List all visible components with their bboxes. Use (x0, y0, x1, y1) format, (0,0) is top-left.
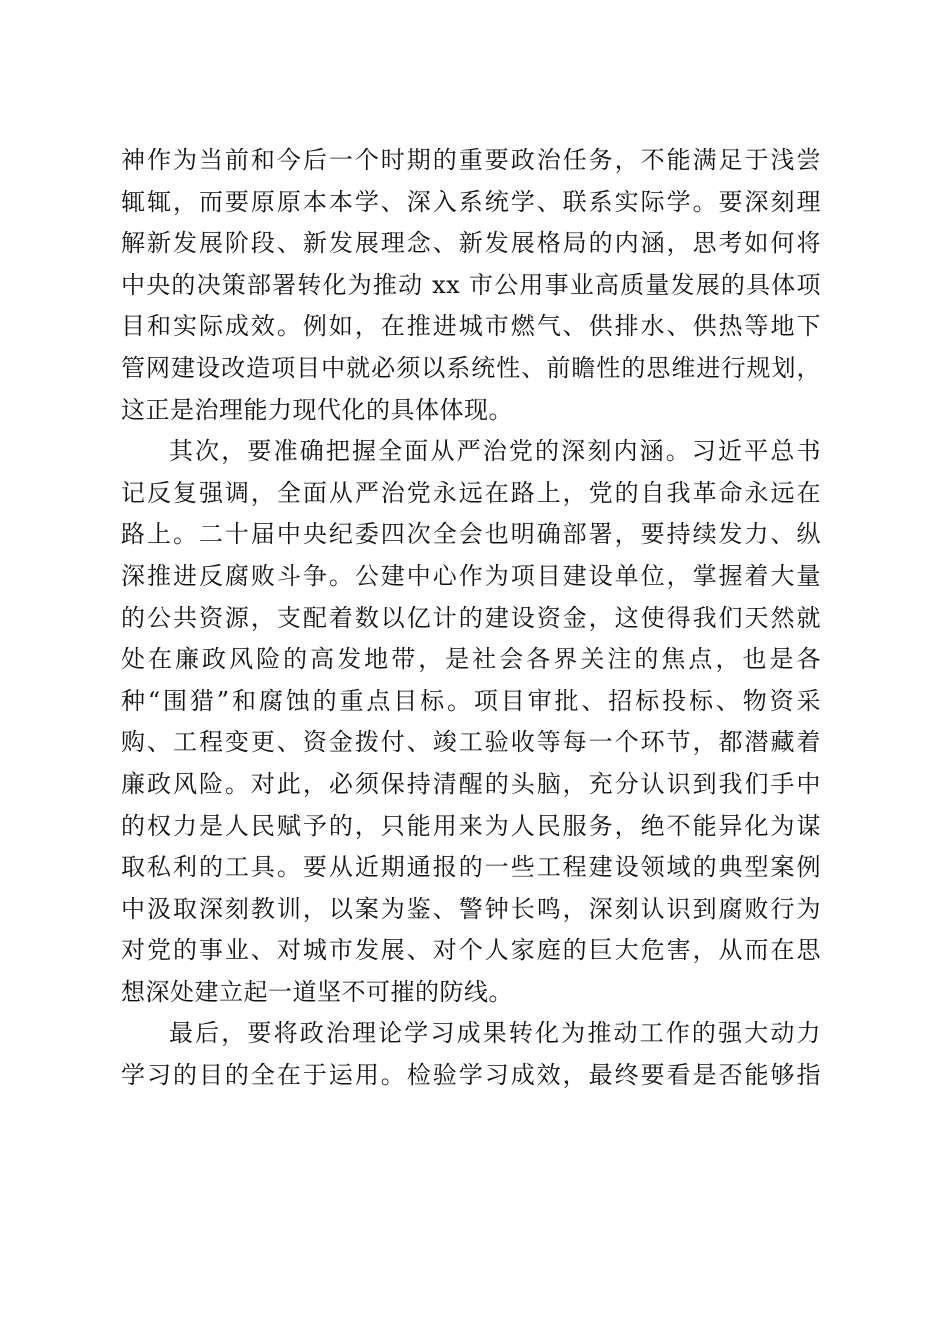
text-line: 廉政风险。对此，必须保持清醒的头脑，充分认识到我们手中 (121, 769, 821, 798)
text-line: 种“围猎”和腐蚀的重点目标。项目审批、招标投标、物资采 (121, 686, 821, 715)
text-line: 这正是治理能力现代化的具体体现。 (121, 395, 513, 424)
text-line: 解新发展阶段、新发展理念、新发展格局的内涵，思考如何将 (121, 229, 821, 258)
text-line: 其次，要准确把握全面从严治党的深刻内涵。习近平总书 (169, 437, 821, 466)
text-line: 神作为当前和今后一个时期的重要政治任务，不能满足于浅尝 (121, 146, 821, 174)
paragraph-2 (121, 431, 821, 1013)
body-text (121, 140, 821, 1097)
text-line: 深推进反腐败斗争。公建中心作为项目建设单位，掌握着大量 (121, 561, 821, 590)
paragraph-1 (121, 140, 821, 431)
text-line: 学习的目的全在于运用。检验学习成效，最终要看是否能够指 (121, 1061, 821, 1090)
text-line: 购、工程变更、资金拨付、竣工验收等每一个环节，都潜藏着 (121, 728, 821, 757)
text-line: 中汲取深刻教训，以案为鉴、警钟长鸣，深刻认识到腐败行为 (121, 894, 821, 923)
text-line: 想深处建立起一道坚不可摧的防线。 (121, 977, 513, 1006)
text-line: 记反复强调，全面从严治党永远在路上，党的自我革命永远在 (121, 478, 821, 507)
text-line: 取私利的工具。要从近期通报的一些工程建设领域的典型案例 (121, 853, 821, 882)
text-line: 管网建设改造项目中就必须以系统性、前瞻性的思维进行规划， (121, 353, 821, 382)
text-line: 处在廉政风险的高发地带，是社会各界关注的焦点，也是各 (121, 645, 821, 674)
text-line: 的权力是人民赋予的，只能用来为人民服务，绝不能异化为谋 (121, 811, 821, 840)
paragraph-3 (121, 1013, 821, 1096)
text-line: 中央的决策部署转化为推动 xx 市公用事业高质量发展的具体项 (121, 270, 821, 299)
text-line: 目和实际成效。例如，在推进城市燃气、供排水、供热等地下 (121, 312, 821, 341)
text-line: 对党的事业、对城市发展、对个人家庭的巨大危害，从而在思 (121, 936, 821, 965)
text-line: 最后，要将政治理论学习成果转化为推动工作的强大动力 (169, 1019, 821, 1048)
text-line: 的公共资源，支配着数以亿计的建设资金，这使得我们天然就 (121, 603, 821, 632)
text-line: 路上。二十届中央纪委四次全会也明确部署，要持续发力、纵 (121, 520, 821, 549)
text-line: 辄辄，而要原原本本学、深入系统学、联系实际学。要深刻理 (121, 187, 821, 216)
